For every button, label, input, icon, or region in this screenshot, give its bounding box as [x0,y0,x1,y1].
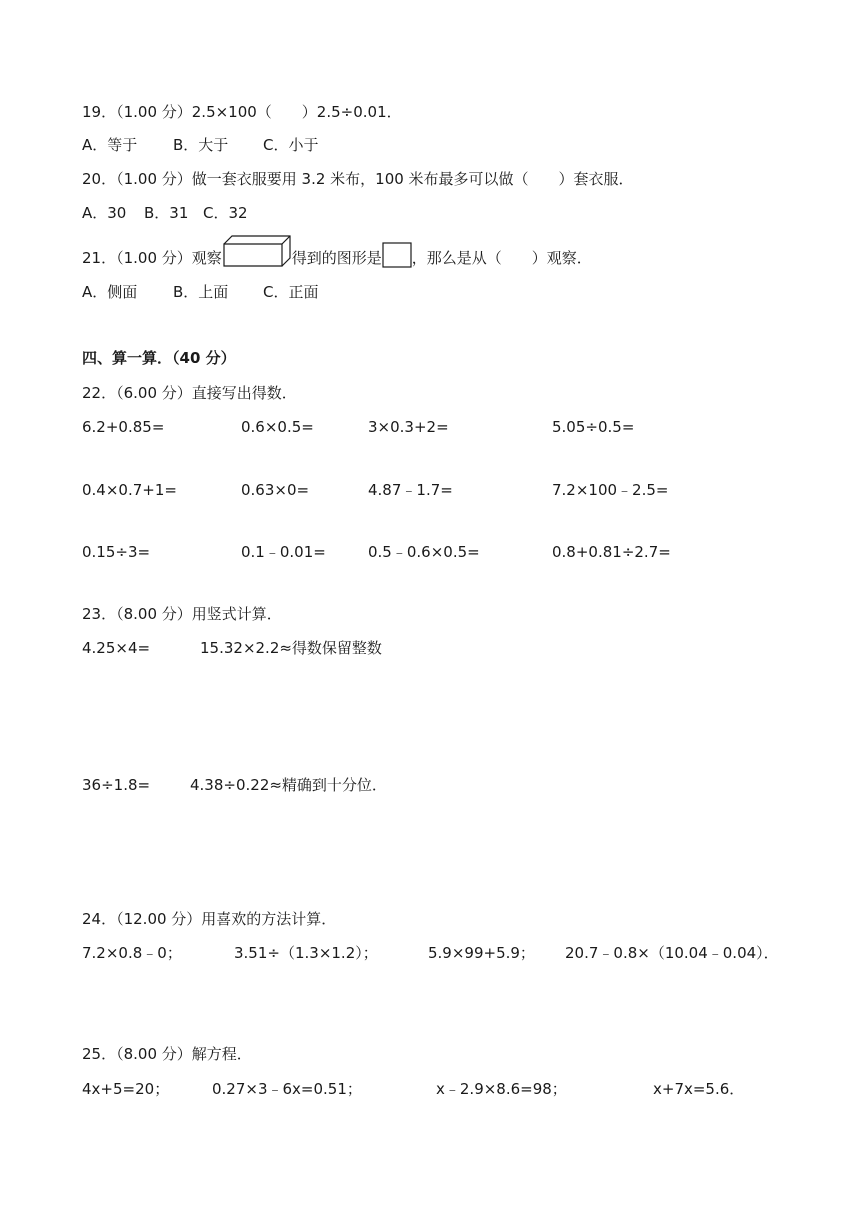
question-19-stem: 19．（1.00 分）2.5×100（ ）2.5÷0.01． [82,103,402,121]
option-a: A．等于 [82,136,138,154]
question-21-stem-part2: 得到的图形是 [291,249,382,267]
equation-item: x﹣2.9×8.6=98； [436,1080,567,1098]
vertical-calc-row-1 [0,638,860,658]
square-icon [382,242,412,268]
equation-item: 4x+5=20； [82,1080,170,1098]
calc-item: 0.4×0.7+1= [82,481,177,499]
calc-row [0,943,860,963]
option-b: B．上面 [173,283,229,301]
calc-item: 20.7﹣0.8×（10.04﹣0.04）． [565,944,779,962]
question-21-options [0,282,860,302]
calc-row-3 [0,542,860,562]
option-c: C．正面 [263,283,319,301]
calc-item: 3.51÷（1.3×1.2）； [234,944,378,962]
question-24-stem: 24．（12.00 分）用喜欢的方法计算． [82,910,337,928]
calc-item: 15.32×2.2≈得数保留整数 [200,639,382,657]
calc-row-1 [0,417,860,437]
calc-item: 5.9×99+5.9； [428,944,535,962]
calc-item: 0.8+0.81÷2.7= [552,543,671,561]
equation-item: x+7x=5.6． [653,1080,745,1098]
calc-item: 0.6×0.5= [241,418,314,436]
option-a: A．30 [82,204,127,222]
calc-item: 4.25×4= [82,639,151,657]
question-21-stem [82,234,592,268]
equation-row [0,1079,860,1099]
calc-row-2 [0,480,860,500]
question-20-stem: 20．（1.00 分）做一套衣服要用 3.2 米布，100 米布最多可以做（ ）套衣服． [82,170,634,188]
calc-item: 4.38÷0.22≈精确到十分位． [190,776,387,794]
question-23-stem: 23．（8.00 分）用竖式计算． [82,605,282,623]
calc-item: 0.63×0= [241,481,310,499]
calc-item: 0.5﹣0.6×0.5= [368,543,480,561]
calc-item: 4.87﹣1.7= [368,481,453,499]
question-20-options [0,203,860,223]
calc-item: 6.2+0.85= [82,418,165,436]
question-19-options [0,135,860,155]
option-b: B．31 [144,204,189,222]
vertical-calc-row-2 [0,775,860,795]
calc-item: 36÷1.8= [82,776,151,794]
cuboid-icon [222,234,292,268]
calc-item: 5.05÷0.5= [552,418,635,436]
calc-item: 0.1﹣0.01= [241,543,326,561]
calc-item: 7.2×100﹣2.5= [552,481,669,499]
option-c: C．小于 [263,136,319,154]
calc-item: 3×0.3+2= [368,418,449,436]
calc-item: 7.2×0.8﹣0； [82,944,182,962]
option-a: A．侧面 [82,283,138,301]
question-25-stem: 25．（8.00 分）解方程． [82,1045,252,1063]
equation-item: 0.27×3﹣6x=0.51； [212,1080,362,1098]
question-21-stem-part1: 21．（1.00 分）观察 [82,249,222,267]
question-22-stem: 22．（6.00 分）直接写出得数． [82,384,297,402]
calc-item: 0.15÷3= [82,543,151,561]
question-21-stem-part3: ，那么是从（ ）观察． [411,249,592,267]
option-c: C．32 [203,204,248,222]
section-4-title: 四、算一算．（40 分） [82,349,236,367]
option-b: B．大于 [173,136,229,154]
